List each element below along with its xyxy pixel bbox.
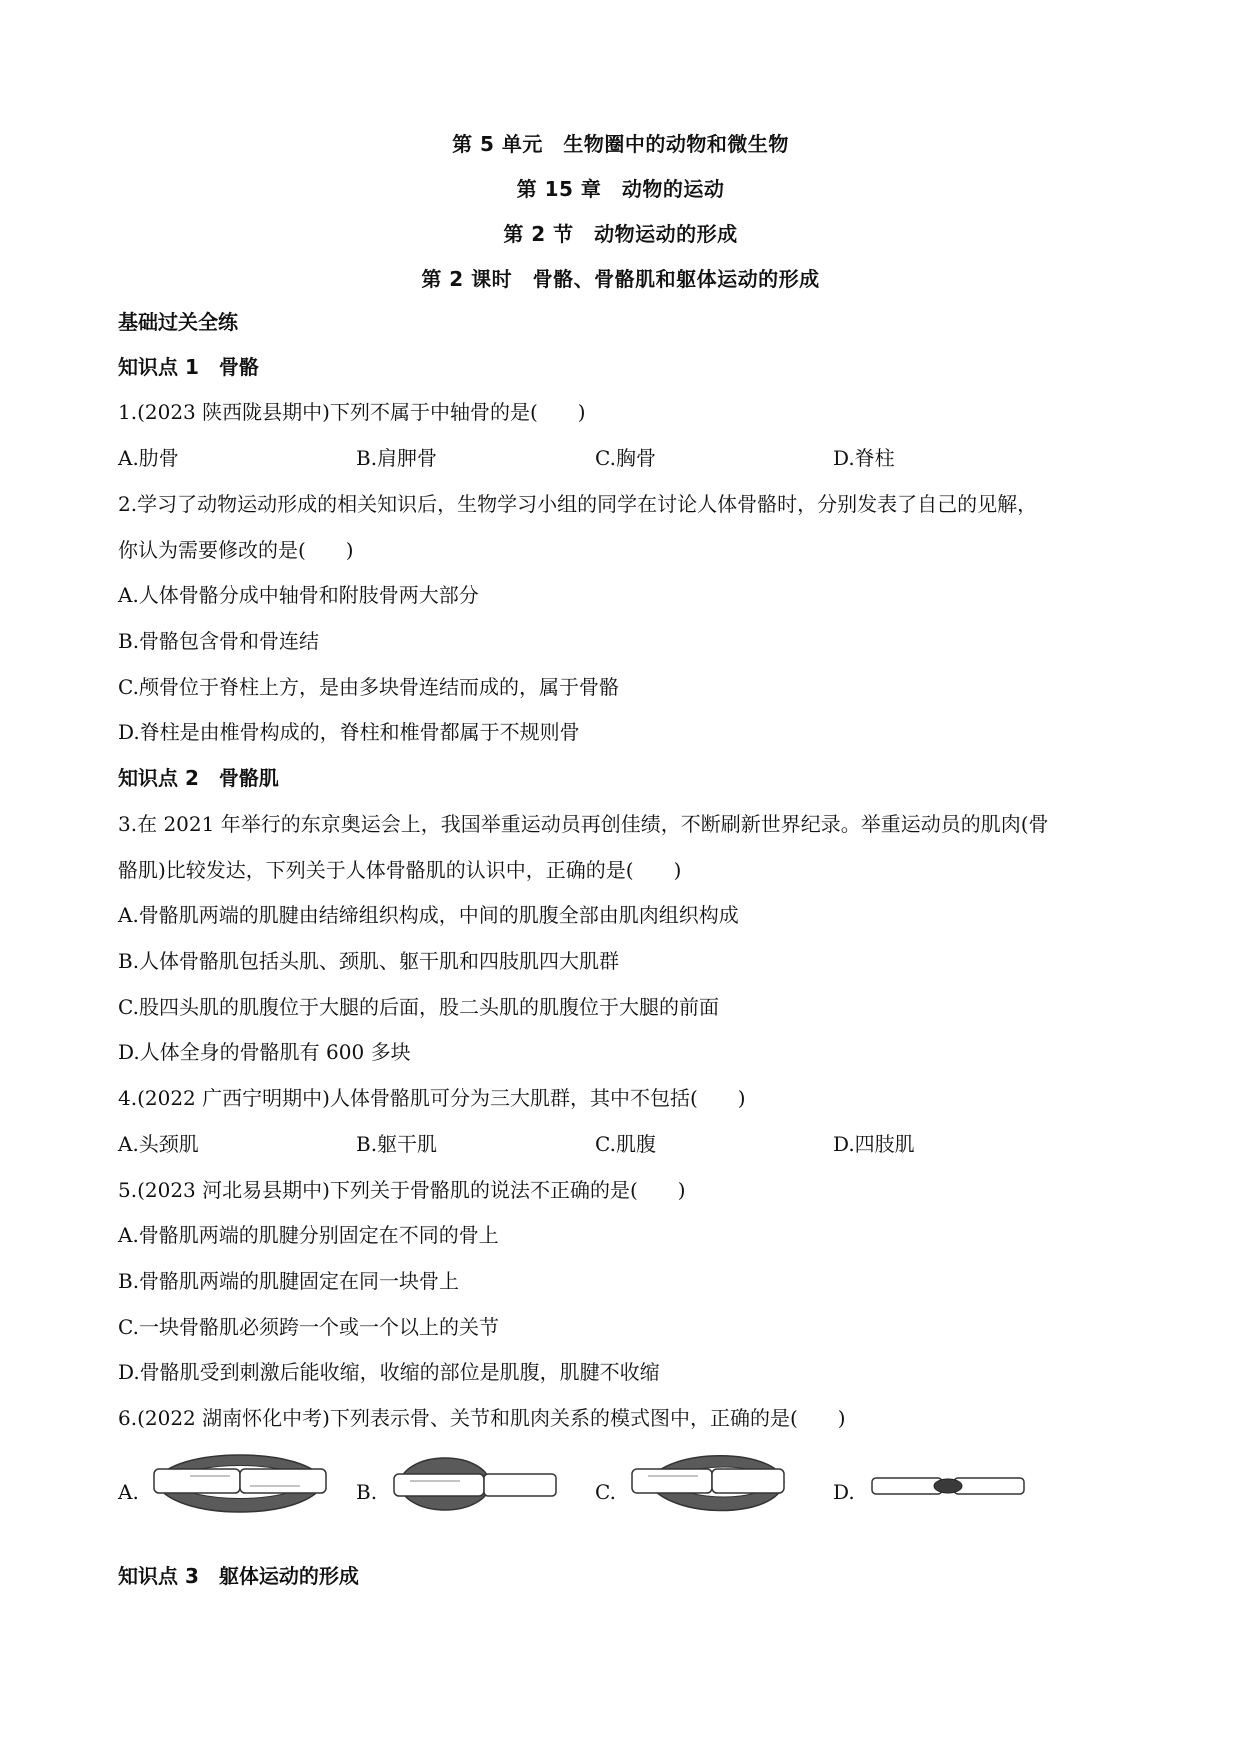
q2-option-b: B.骨骼包含骨和骨连结 [118, 629, 320, 653]
question-2-stem-line2: 你认为需要修改的是( ) [118, 538, 354, 562]
question-2-stem-line1: 2.学习了动物运动形成的相关知识后，生物学习小组的同学在讨论人体骨骼时，分别发表了自己的见解， [118, 492, 1038, 516]
q6-figure-a [150, 1440, 330, 1530]
q6-figure-label-c: C. [595, 1480, 616, 1504]
q5-option-c: C.一块骨骼肌必须跨一个或一个以上的关节 [118, 1315, 499, 1339]
practice-heading: 基础过关全练 [118, 310, 238, 334]
question-3-stem-line1: 3.在 2021 年举行的东京奥运会上，我国举重运动员再创佳绩，不断刷新世界纪录。举重运动员的肌肉(骨 [118, 812, 1049, 836]
q4-option-c: C.肌腹 [595, 1132, 656, 1156]
q4-option-a: A.头颈肌 [118, 1132, 199, 1156]
q5-option-b: B.骨骼肌两端的肌腱固定在同一块骨上 [118, 1269, 460, 1293]
question-4-stem: 4.(2022 广西宁明期中)人体骨骼肌可分为三大肌群，其中不包括( ) [118, 1086, 746, 1110]
q1-option-b: B.肩胛骨 [356, 446, 438, 470]
q3-option-c: C.股四头肌的肌腹位于大腿的后面，股二头肌的肌腹位于大腿的前面 [118, 995, 719, 1019]
section-title: 第 2 节 动物运动的形成 [503, 222, 738, 246]
q3-option-b: B.人体骨骼肌包括头肌、颈肌、躯干肌和四肢肌四大肌群 [118, 949, 620, 973]
q2-option-c: C.颅骨位于脊柱上方，是由多块骨连结而成的，属于骨骼 [118, 675, 619, 699]
lesson-title: 第 2 课时 骨骼、骨骼肌和躯体运动的形成 [421, 267, 820, 291]
q6-figure-label-a: A. [118, 1480, 139, 1504]
q2-option-a: A.人体骨骼分成中轴骨和附肢骨两大部分 [118, 583, 479, 607]
q2-option-d: D.脊柱是由椎骨构成的，脊柱和椎骨都属于不规则骨 [118, 720, 580, 744]
question-6-stem: 6.(2022 湖南怀化中考)下列表示骨、关节和肌肉关系的模式图中，正确的是( ) [118, 1406, 846, 1430]
question-5-stem: 5.(2023 河北易县期中)下列关于骨骼肌的说法不正确的是( ) [118, 1178, 686, 1202]
q6-figure-label-b: B. [356, 1480, 378, 1504]
q4-option-b: B.躯干肌 [356, 1132, 438, 1156]
q1-option-a: A.肋骨 [118, 446, 179, 470]
question-1-stem: 1.(2023 陕西陇县期中)下列不属于中轴骨的是( ) [118, 400, 586, 424]
q6-figure-d [868, 1468, 1028, 1504]
q6-figure-b [390, 1448, 560, 1518]
chapter-title: 第 15 章 动物的运动 [516, 177, 725, 201]
unit-title: 第 5 单元 生物圈中的动物和微生物 [452, 132, 789, 156]
q3-option-d: D.人体全身的骨骼肌有 600 多块 [118, 1040, 411, 1064]
question-3-stem-line2: 骼肌)比较发达，下列关于人体骨骼肌的认识中，正确的是( ) [118, 858, 682, 882]
q4-option-d: D.四肢肌 [833, 1132, 915, 1156]
q6-figure-label-d: D. [833, 1480, 855, 1504]
q6-figure-c [628, 1440, 788, 1530]
knowledge-point-3: 知识点 3 躯体运动的形成 [118, 1564, 359, 1588]
q5-option-d: D.骨骼肌受到刺激后能收缩，收缩的部位是肌腹，肌腱不收缩 [118, 1360, 660, 1384]
q5-option-a: A.骨骼肌两端的肌腱分别固定在不同的骨上 [118, 1223, 499, 1247]
q1-option-c: C.胸骨 [595, 446, 656, 470]
knowledge-point-2: 知识点 2 骨骼肌 [118, 766, 279, 790]
q3-option-a: A.骨骼肌两端的肌腱由结缔组织构成，中间的肌腹全部由肌肉组织构成 [118, 903, 739, 927]
knowledge-point-1: 知识点 1 骨骼 [118, 355, 259, 379]
q1-option-d: D.脊柱 [833, 446, 895, 470]
